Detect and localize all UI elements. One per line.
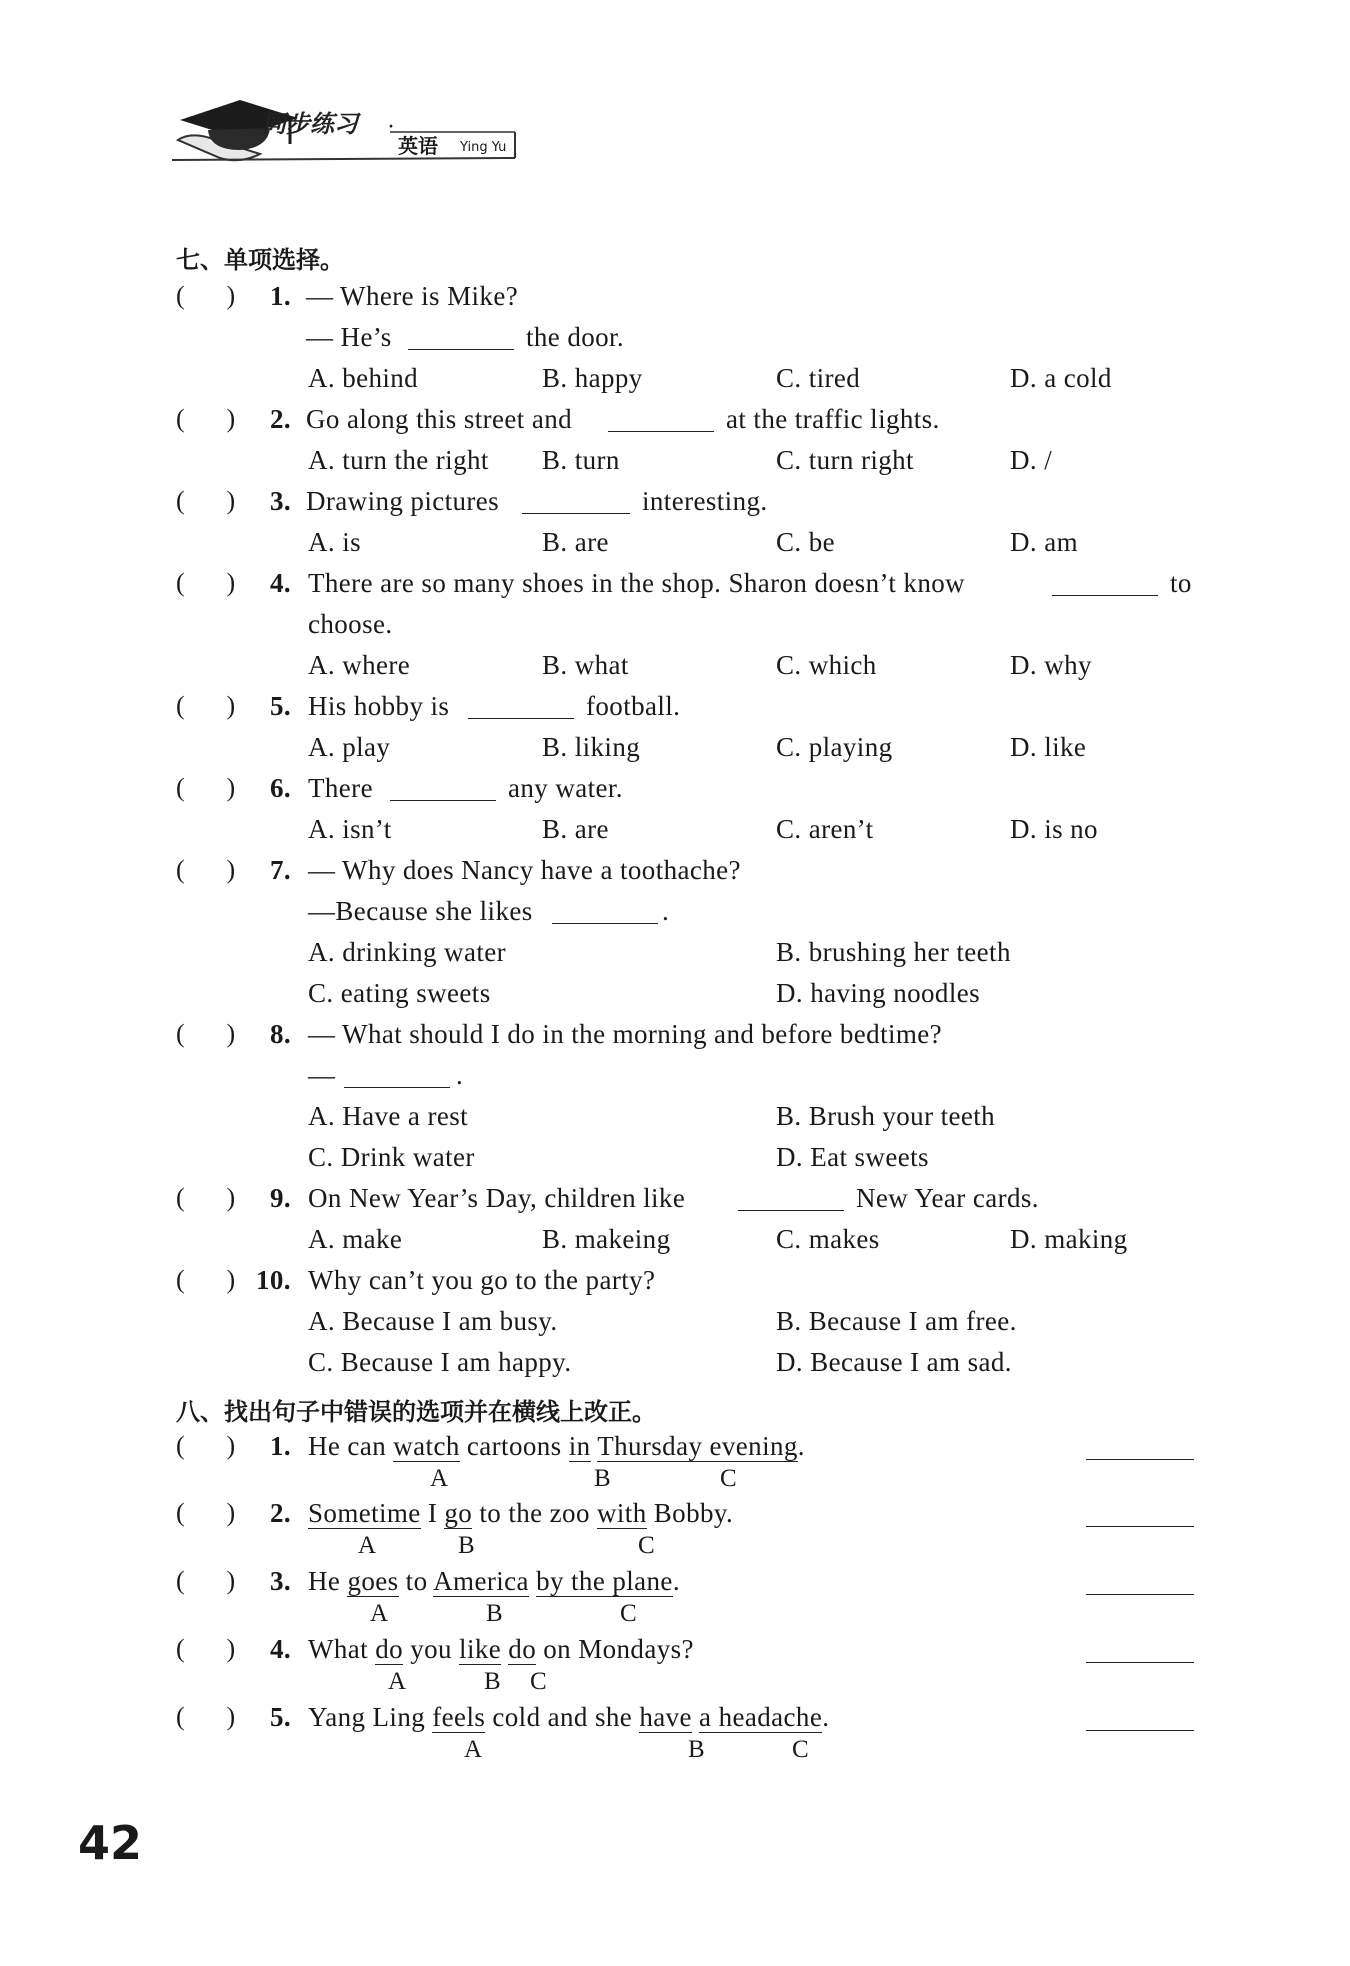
question-number: 5. [270, 691, 292, 721]
option-letter: B [688, 1736, 706, 1763]
sentence-part: He [308, 1566, 348, 1596]
option-letter: C [530, 1668, 548, 1695]
option-c: C. which [776, 650, 877, 680]
option-d: D. making [1010, 1224, 1128, 1254]
page-number: 42 [78, 1816, 143, 1870]
question-number: 2. [270, 1498, 292, 1528]
question-stem: — [308, 1060, 336, 1090]
question-number: 3. [270, 1566, 292, 1596]
error-sentence [308, 1701, 829, 1733]
option-a: A. turn the right [308, 445, 489, 475]
answer-paren[interactable]: ( ) [176, 1702, 236, 1731]
fill-blank[interactable] [344, 1063, 450, 1088]
correction-line[interactable] [1086, 1661, 1194, 1663]
option-d: D. a cold [1010, 363, 1112, 393]
sentence-part: I [420, 1498, 445, 1528]
question-number: 4. [270, 568, 292, 598]
question-stem: There [308, 773, 373, 803]
option-b: B. Because I am free. [776, 1306, 1017, 1336]
option-a: A. is [308, 527, 362, 557]
answer-paren[interactable]: ( ) [176, 691, 236, 720]
answer-paren[interactable]: ( ) [176, 1183, 236, 1212]
question-stem: — He’s [306, 322, 392, 352]
option-b: B. are [542, 527, 609, 557]
sentence-part [529, 1566, 536, 1596]
option-a: A. isn’t [308, 814, 392, 844]
question-stem: any water. [508, 773, 623, 803]
question-stem: interesting. [642, 486, 768, 516]
series-title: 同步练习 [262, 110, 358, 138]
option-b: B. turn [542, 445, 620, 475]
option-a-underlined: do [375, 1634, 404, 1664]
option-d: D. / [1010, 445, 1053, 475]
error-sentence [308, 1430, 805, 1462]
sentence-part: you [403, 1634, 460, 1664]
option-a: A. behind [308, 363, 419, 393]
sentence-part: . [672, 1566, 680, 1596]
option-letter: A [388, 1668, 407, 1695]
question-stem: Drawing pictures [306, 486, 500, 516]
option-letter: B [458, 1532, 476, 1559]
fill-blank[interactable] [1052, 571, 1158, 596]
option-a-underlined: Sometime [308, 1498, 421, 1528]
option-c-underlined: by the plane [536, 1566, 673, 1596]
question-stem: . [662, 896, 670, 926]
answer-paren[interactable]: ( ) [176, 1019, 236, 1048]
answer-paren[interactable]: ( ) [176, 568, 236, 597]
option-b: B. liking [542, 732, 641, 762]
option-a: A. make [308, 1224, 403, 1254]
answer-paren[interactable]: ( ) [176, 855, 236, 884]
option-letter: C [620, 1600, 638, 1627]
question-stem: There are so many shoes in the shop. Sharon doesn’t know [308, 568, 966, 598]
answer-paren[interactable]: ( ) [176, 1265, 236, 1294]
sentence-part: on Mondays? [536, 1634, 694, 1664]
question-number: 2. [270, 404, 292, 434]
sentence-part: . [797, 1431, 805, 1461]
subject-label: 英语 [398, 134, 438, 158]
option-letter: C [792, 1736, 810, 1763]
correction-line[interactable] [1086, 1729, 1194, 1731]
question-stem: New Year cards. [856, 1183, 1039, 1213]
section-7-title: 七、单项选择。 [176, 246, 344, 274]
answer-paren[interactable]: ( ) [176, 1634, 236, 1663]
option-a-underlined: watch [393, 1431, 460, 1461]
option-d: D. like [1010, 732, 1087, 762]
option-letter: C [638, 1532, 656, 1559]
option-d: D. having noodles [776, 978, 981, 1008]
answer-paren[interactable]: ( ) [176, 281, 236, 310]
sentence-part: to [398, 1566, 434, 1596]
option-c: C. eating sweets [308, 978, 491, 1008]
option-letter: A [358, 1532, 377, 1559]
question-stem: the door. [526, 322, 625, 352]
option-b-underlined: America [433, 1566, 529, 1596]
question-stem: at the traffic lights. [726, 404, 940, 434]
sentence-part: He can [308, 1431, 394, 1461]
option-b: B. what [542, 650, 629, 680]
option-d: D. is no [1010, 814, 1098, 844]
option-c-underlined: Thursday evening [597, 1431, 798, 1461]
error-sentence [308, 1565, 680, 1597]
option-a: A. Have a rest [308, 1101, 469, 1131]
option-b: B. are [542, 814, 609, 844]
question-number: 4. [270, 1634, 292, 1664]
answer-paren[interactable]: ( ) [176, 773, 236, 802]
question-stem: His hobby is [308, 691, 450, 721]
option-d: D. am [1010, 527, 1078, 557]
option-a-underlined: feels [432, 1702, 486, 1732]
option-letter: A [430, 1465, 449, 1492]
option-b-underlined: go [444, 1498, 473, 1528]
option-b: B. happy [542, 363, 643, 393]
option-b: B. brushing her teeth [776, 937, 1011, 967]
question-stem: — What should I do in the morning and before bedtime? [308, 1019, 943, 1049]
correction-line[interactable] [1086, 1525, 1194, 1527]
fill-blank[interactable] [738, 1186, 844, 1211]
answer-paren[interactable]: ( ) [176, 1431, 236, 1460]
option-c: C. makes [776, 1224, 880, 1254]
answer-paren[interactable]: ( ) [176, 1566, 236, 1595]
option-a: A. where [308, 650, 411, 680]
option-letter: A [370, 1600, 389, 1627]
option-d: D. why [1010, 650, 1092, 680]
sentence-part: cartoons [459, 1431, 569, 1461]
answer-paren[interactable]: ( ) [176, 404, 236, 433]
question-stem: choose. [308, 609, 393, 639]
option-c: C. Because I am happy. [308, 1347, 572, 1377]
option-a-underlined: goes [347, 1566, 399, 1596]
error-sentence [308, 1497, 733, 1529]
fill-blank[interactable] [390, 776, 496, 801]
option-letter: C [720, 1465, 738, 1492]
fill-blank[interactable] [522, 489, 630, 514]
option-b-underlined: have [639, 1702, 692, 1732]
option-c: C. playing [776, 732, 893, 762]
answer-paren[interactable]: ( ) [176, 486, 236, 515]
option-c: C. be [776, 527, 835, 557]
correction-line[interactable] [1086, 1593, 1194, 1595]
option-a: A. drinking water [308, 937, 507, 967]
dot-separator: · [388, 116, 395, 136]
question-stem: Why can’t you go to the party? [308, 1265, 656, 1295]
sentence-part: Bobby. [646, 1498, 734, 1528]
question-number: 1. [270, 281, 292, 311]
option-a: A. play [308, 732, 391, 762]
section-8-title: 八、找出句子中错误的选项并在横线上改正。 [176, 1398, 656, 1426]
sentence-part: What [308, 1634, 376, 1664]
question-number: 5. [270, 1702, 292, 1732]
question-number: 7. [270, 855, 292, 885]
question-number: 10. [256, 1265, 291, 1295]
option-d: D. Because I am sad. [776, 1347, 1012, 1377]
error-sentence [308, 1633, 694, 1665]
option-c: C. aren’t [776, 814, 874, 844]
sentence-part [692, 1702, 699, 1732]
option-c: C. Drink water [308, 1142, 475, 1172]
option-letter: B [594, 1465, 612, 1492]
question-stem: . [456, 1060, 464, 1090]
sentence-part: to the zoo [472, 1498, 597, 1528]
question-number: 3. [270, 486, 292, 516]
sentence-part: Yang Ling [308, 1702, 433, 1732]
question-stem: —Because she likes [308, 896, 533, 926]
option-c: C. tired [776, 363, 861, 393]
sentence-part: . [822, 1702, 830, 1732]
question-stem: to [1170, 568, 1192, 598]
option-letter: B [484, 1668, 502, 1695]
option-b-underlined: like [459, 1634, 502, 1664]
option-b: B. Brush your teeth [776, 1101, 996, 1131]
option-c: C. turn right [776, 445, 914, 475]
question-number: 1. [270, 1431, 292, 1461]
fill-blank[interactable] [408, 325, 514, 350]
option-b: B. makeing [542, 1224, 671, 1254]
question-stem: — Where is Mike? [306, 281, 519, 311]
option-d: D. Eat sweets [776, 1142, 929, 1172]
option-letter: B [486, 1600, 504, 1627]
fill-blank[interactable] [552, 899, 658, 924]
option-c-underlined: a headache [699, 1702, 823, 1732]
answer-paren[interactable]: ( ) [176, 1498, 236, 1527]
option-c-underlined: do [508, 1634, 537, 1664]
option-c-underlined: with [597, 1498, 647, 1528]
question-number: 9. [270, 1183, 292, 1213]
correction-line[interactable] [1086, 1458, 1194, 1460]
option-letter: A [464, 1736, 483, 1763]
question-number: 6. [270, 773, 292, 803]
subject-pinyin: Ying Yu [460, 140, 507, 155]
question-number: 8. [270, 1019, 292, 1049]
question-stem: football. [586, 691, 681, 721]
sentence-part: cold and she [485, 1702, 640, 1732]
fill-blank[interactable] [468, 694, 574, 719]
option-b-underlined: in [568, 1431, 591, 1461]
question-stem: On New Year’s Day, children like [308, 1183, 686, 1213]
option-a: A. Because I am busy. [308, 1306, 558, 1336]
fill-blank[interactable] [608, 407, 714, 432]
question-stem: Go along this street and [306, 404, 573, 434]
question-stem: — Why does Nancy have a toothache? [308, 855, 741, 885]
